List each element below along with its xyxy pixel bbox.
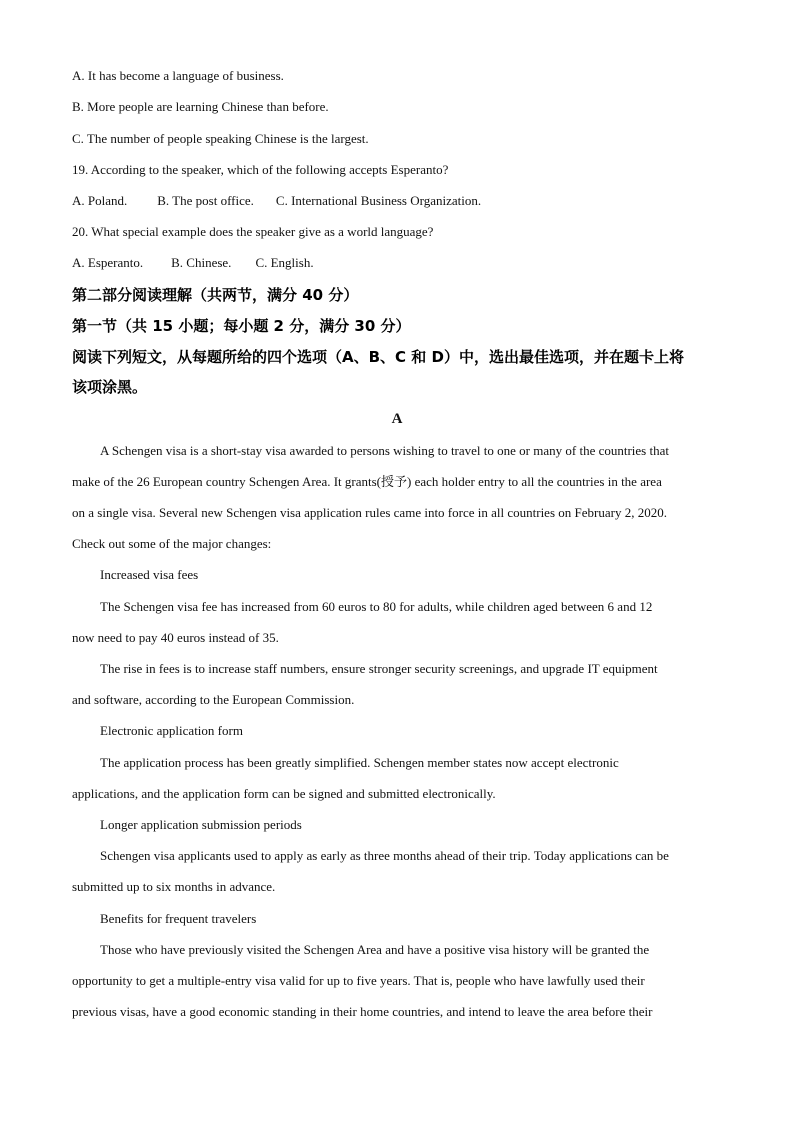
passage-line: submitted up to six months in advance.	[72, 879, 276, 894]
q19-question: 19. According to the speaker, which of the following accepts Esperanto?	[72, 162, 449, 177]
instruction-line-1: 阅读下列短文，从每题所给的四个选项（A、B、C 和 D）中，选出最佳选项，并在题卡上将	[72, 348, 684, 366]
section-title: 第一节（共 15 小题；每小题 2 分，满分 30 分）	[72, 317, 411, 335]
passage-line: on a single visa. Several new Schengen visa application rules came into force in all countries on February 2, 2020.	[72, 505, 667, 520]
subheading-frequent-travelers: Benefits for frequent travelers	[100, 911, 257, 926]
q20-options	[72, 254, 722, 272]
subheading-electronic-form: Electronic application form	[100, 723, 243, 738]
passage-line: previous visas, have a good economic standing in their home countries, and intend to leave the area before their	[72, 1004, 653, 1019]
passage-line: opportunity to get a multiple-entry visa valid for up to five years. That is, people who have lawfully used their	[72, 973, 645, 988]
passage-line: The rise in fees is to increase staff numbers, ensure stronger security screenings, and upgrade IT equipment	[100, 661, 658, 676]
passage-line: Check out some of the major changes:	[72, 536, 272, 551]
q20-option-b: B. Chinese.	[171, 255, 232, 270]
instruction-line-2: 该项涂黑。	[72, 378, 148, 396]
passage-line: applications, and the application form can be signed and submitted electronically.	[72, 786, 496, 801]
passage-line: A Schengen visa is a short-stay visa awarded to persons wishing to travel to one or many of the countries that	[100, 443, 669, 458]
q19-option-b: B. The post office.	[157, 193, 254, 208]
passage-line: and software, according to the European Commission.	[72, 692, 355, 707]
q20-option-a: A. Esperanto.	[72, 255, 144, 270]
q19-options	[72, 192, 722, 210]
subheading-longer-periods: Longer application submission periods	[100, 817, 302, 832]
q20-question: 20. What special example does the speaker give as a world language?	[72, 224, 434, 239]
q20-option-c: C. English.	[255, 255, 314, 270]
passage-line: The Schengen visa fee has increased from 60 euros to 80 for adults, while children aged between 6 and 12	[100, 599, 653, 614]
q19-option-c: C. International Business Organization.	[275, 193, 482, 208]
part-title: 第二部分阅读理解（共两节，满分 40 分）	[72, 286, 359, 304]
passage-line: Schengen visa applicants used to apply as early as three months ahead of their trip. Today applications can be	[100, 848, 669, 863]
q18-option-c: C. The number of people speaking Chinese is the largest.	[72, 131, 369, 146]
q18-option-b: B. More people are learning Chinese than before.	[72, 99, 329, 114]
passage-line: make of the 26 European country Schengen Area. It grants(授予) each holder entry to all the countries in the area	[72, 474, 662, 489]
passage-line: The application process has been greatly simplified. Schengen member states now accept electronic	[100, 755, 619, 770]
subheading-increased-fees: Increased visa fees	[100, 567, 199, 582]
passage-line: Those who have previously visited the Schengen Area and have a positive visa history will be granted the	[100, 942, 650, 957]
q18-option-a: A. It has become a language of business.	[72, 68, 284, 83]
passage-label: A	[391, 411, 403, 427]
passage-line: now need to pay 40 euros instead of 35.	[72, 630, 279, 645]
q19-option-a: A. Poland.	[72, 193, 128, 208]
